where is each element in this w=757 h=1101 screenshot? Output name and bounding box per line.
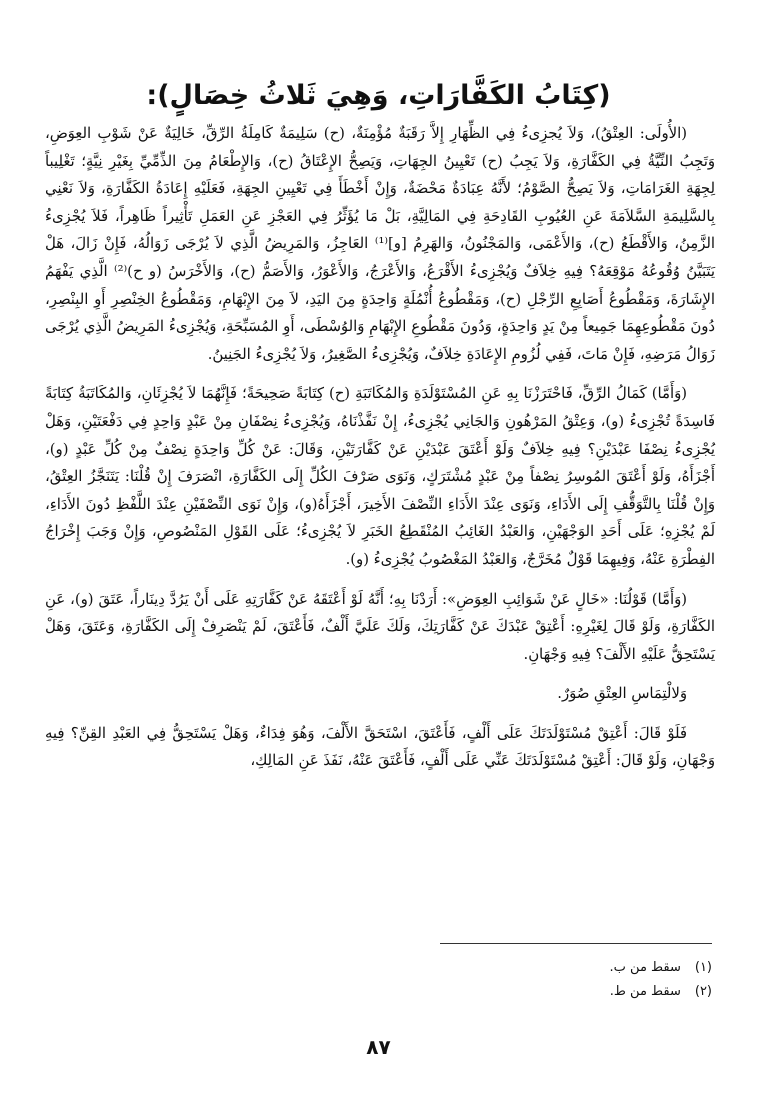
paragraph-3: (وَأَمَّا) قَوْلُنَا: «خَالٍ عَنْ شَوَائِبِ العِوَضِ»: أَرَدْنَا بِهِ؛ أَنَّهُ لَوْ أَعْتَقَهُ عَنْ كَفَّارَتِهِ عَلَى أَنْ يَرُدَّ دِينَاراً، عَتَقَ (و)، عَنِ الكَفَّارَةِ، وَلَوْ قَالَ لِغَيْرِهِ: أَعْتِقْ عَبْدَكَ عَنْ كَفَّارَتِكَ، وَلَكَ عَلَيَّ أَلْفٌ، فَأَعْتَقَ، لَمْ يَنْصَرِفْ إِلَى الكَفَّارَةِ، وَعَتَقَ، وَهَلْ يَسْتَحِقُّ عَلَيْهِ الأَلْفَ؟ فِيهِ وَجْهَانِ. xyxy=(45,590,715,663)
footnote-text: سقط من ب. xyxy=(609,960,681,975)
footnote-marker: (٢) xyxy=(694,984,712,999)
paragraph-1: (الأُولَى: العِتْقُ)، وَلاَ يُجزِىءُ فِي الظِّهَارِ إِلاَّ رَقَبَةٌ مُؤْمِنَةٌ، (ح) سَلِيمَةٌ كَامِلَةُ الرِّقِّ، خَالِيَةٌ عَنْ شَوْبِ العِوَضِ، وَتَجِبُ النِّيَّةُ فِي الكَفَّارَةِ، وَلاَ يَجِبُ (ح) تَعْيِينُ الجِهَاتِ، وَيَصِحُّ الإِعْتَاقُ (ح)، وَالإِطْعَامُ مِنَ الذِّمِّيِّ بِغَيْرِ نِيَّةٍ؛ تَغْلِيباً لِجِهَةِ الغَرَامَاتِ، وَلاَ يَصِحُّ الصَّوْمُ؛ لأَنَّهُ عِبَادَةٌ مَحْضَةٌ، وَإِنْ أَخْطَأَ فِي تَعْيِينِ الجِهَةِ، فَعَلَيْهِ إِعَادَةُ الكَفَّارَةِ، وَلاَ نَعْنِي بِالسَّلِيمَةِ السَّلاَمَةَ عَنِ العُيُوبِ القَادِحَةِ فِي المَالِيَّةِ، بَلْ مَا يُؤَثِّرُ فِي العَجْزِ عَنِ العَمَلِ تَأْثِيراً ظَاهِراً، فَلاَ يُجْزِىءُ الزَّمِنُ، وَالأَقْطَعُ (ح)، وَالأَعْمَى، وَالمَجْنُونُ، وَالهَرِمُ [و]⁽¹⁾ العَاجِزُ، وَالمَرِيضُ الَّذِي لاَ يُرْجَى زَوَالُهُ، فَإِنْ زَالَ، هَلْ يَتَبَيَّنُ وُقُوعُهُ مَوْقِعَهُ؟ فِيهِ خِلاَفٌ وَيُجْزِىءُ الأَقْرَعُ، وَالأَعْرَجُ، وَالأَعْوَرُ، وَالأَصَمُّ (ح)، وَالأَخْرَسُ (و ح)⁽²⁾ الَّذِي يَفْهَمُ الإِشَارَةَ، وَمَقْطُوعُ أَصَابِعِ الرِّجْلِ (ح)، وَمَقْطُوعُ أُنْمُلَةٍ وَاحِدَةٍ مِنَ اليَدِ، لاَ مِنَ الإِبْهَامِ، وَمَقْطُوعُ الخِنْصِرِ أَوِ البِنْصِرِ، دُونَ مَقْطُوعِهِمَا جَمِيعاً مِنْ يَدٍ وَاحِدَةٍ، وَدُونَ مَقْطُوعِ الإِبْهَامِ وَالوُسْطَى، أَوِ المُسَبِّحَةِ، وَيُجْزِىءُ المَرِيضُ الَّذِي يُرْجَى زَوَالُ مَرَضِهِ، فَإِنْ مَاتَ، فَفِي لُزُومِ الإِعَادَةِ خِلاَفٌ، وَيُجْزِىءُ الصَّغِيرُ، وَلاَ يُجْزِىءُ الجَنِينُ. xyxy=(45,125,715,363)
footnote-marker: (١) xyxy=(694,960,712,975)
paragraph-4: وَلالْتِمَاسِ العِتْقِ صُوَرٌ. xyxy=(557,685,687,703)
chapter-title: (كِتَابُ الكَفَّارَاتِ، وَهِيَ ثَلاثُ خِصَالٍ): xyxy=(146,80,611,111)
paragraph-2: (وَأَمَّا) كَمَالُ الرِّقِّ، فَاحْتَرَزْنَا بِهِ عَنِ المُسْتَوْلَدَةِ وَالمُكَاتَبَةِ (ح) كِتَابَةً صَحِيحَةً؛ فَإِنَّهُمَا لاَ يُجْزِئَانِ، وَالمُكَاتَبَةُ كِتَابَةً فَاسِدَةً تُجْزِىءُ (و)، وَعِتْقُ المَرْهُونِ وَالجَانِي يُجْزِىءُ، إِنْ نَفَّذْنَاهُ، وَيُجْزِىءُ نِصْفَانِ مِنْ عَبْدٍ وَاحِدٍ فِي دَفْعَتَيْنِ، وَهَلْ يُجْزِىءُ نِصْفَا عَبْدَيْنِ؟ فِيهِ خِلاَفٌ وَلَوْ أَعْتَقَ عَبْدَيْنِ عَنْ كَفَّارَتَيْنِ، وَقَالَ: عَنْ كُلِّ وَاحِدَةٍ نِصْفٌ مِنْ كُلِّ عَبْدٍ (و)، أَجْزَأَهُ، وَلَوْ أَعْتَقَ المُوسِرُ نِصْفاً مِنْ عَبْدٍ مُشْتَرَكٍ، وَنَوَى صَرْفَ الكُلِّ إِلَى الكَفَّارَةِ، انْصَرَفَ إِنْ قُلْنَا: يَتَنَجَّزُ العِتْقُ، وَإِنْ قُلْنَا بِالتَّوَقُّفِ إِلَى الأَدَاءِ، وَنَوَى عِنْدَ الأَدَاءِ النِّصْفَ الأَخِيرَ، أَجْزَأَهُ(و)، وَإِنْ نَوَى النِّصْفَيْنِ عِنْدَ اللَّفْظِ دُونَ الأَدَاءِ، لَمْ يُجْزِهِ؛ عَلَى أَحَدِ الوَجْهَيْنِ، وَالعَبْدُ الغَائِبُ المُنْقَطِعُ الخَبَرِ لاَ يُجْزِىءُ؛ عَلَى القَوْلِ المَنْصُوصِ، وَإِنْ وَجَبَ إِخْرَاجُ الفِطْرَةِ عَنْهُ، وَفِيهِمَا قَوْلٌ مُخَرَّجٌ، وَالعَبْدُ المَغْصُوبُ يُجْزِىءُ (و). xyxy=(45,385,715,568)
footnote-text: سقط من ط. xyxy=(609,984,681,999)
main-text xyxy=(45,120,715,787)
footnote-1 xyxy=(412,956,712,980)
page-number: ٨٧ xyxy=(366,1035,391,1059)
footnotes xyxy=(412,956,712,1004)
footnote-2 xyxy=(412,980,712,1004)
footnote-divider xyxy=(440,943,712,944)
paragraph-5: فَلَوْ قَالَ: أَعْتِقْ مُسْتَوْلَدَتَكَ عَلَى أَلْفٍ، فَأَعْتَقَ، اسْتَحَقَّ الأَلْفَ، وَهُوَ فِدَاءٌ، وَهَلْ يَسْتَحِقُّ فِي العَبْدِ القِنِّ؟ فِيهِ وَجْهَانِ، وَلَوْ قَالَ: أَعْتِقْ مُسْتَوْلَدَتَكَ عَنِّي عَلَى أَلْفٍ، فَأَعْتَقَ عَنْهُ، نَفَذَ عَنِ المَالِكِ، xyxy=(45,724,715,770)
